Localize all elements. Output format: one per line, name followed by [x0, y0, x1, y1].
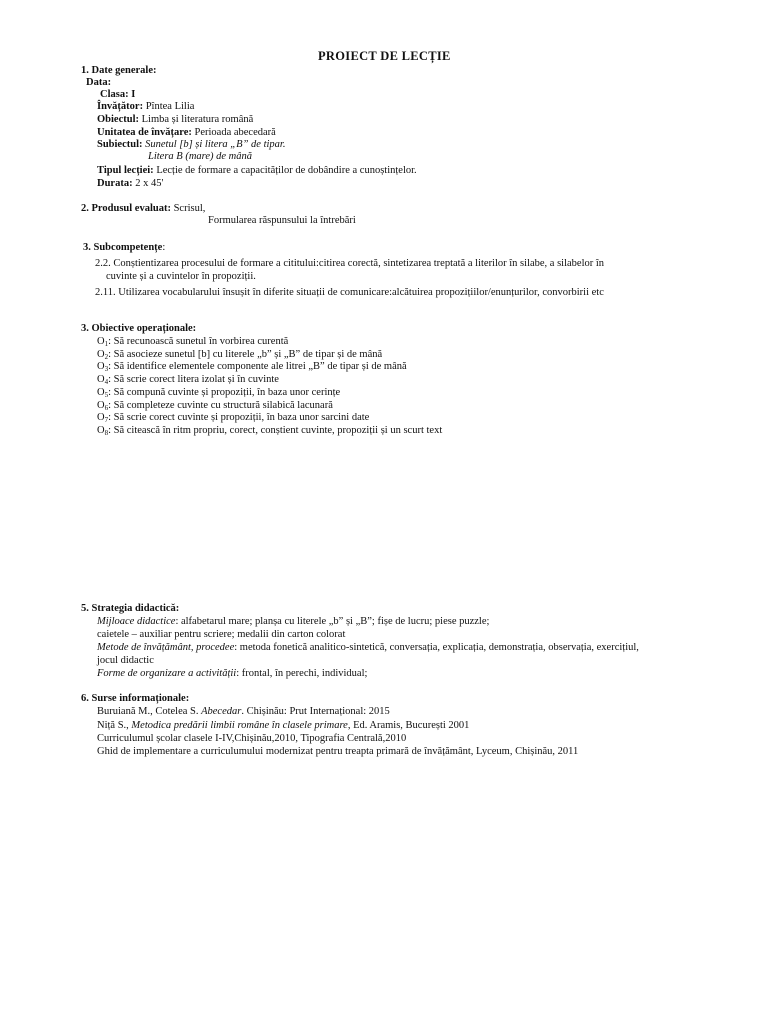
type-value: Lecție de formare a capacităților de dobândire a cunoștințelor.	[156, 165, 417, 176]
source-item: Curriculumul școlar clasele I-IV,Chișinău,2010, Tipografia Centrală,2010	[97, 733, 407, 744]
subcompetence-item: 2.11. Utilizarea vocabularului însușit în diferite situații de comunicare:alcătuirea propozițiilor/enunțurilor, convorbirii etc	[95, 287, 604, 298]
source-item	[97, 706, 390, 719]
source-item	[97, 720, 469, 733]
objective-item	[97, 387, 340, 400]
objective-letter: O	[97, 424, 105, 436]
duration-label: Durata:	[97, 178, 133, 189]
subcompetences-colon: :	[162, 242, 166, 253]
subcompetences-heading-row	[83, 242, 165, 255]
sources-heading: 6. Surse informaționale:	[81, 693, 190, 704]
objective-number: 1	[104, 340, 109, 348]
subject-label: Obiectul:	[97, 114, 139, 125]
unit-value: Perioada abecedară	[194, 127, 276, 138]
type-label: Tipul lecției:	[97, 165, 154, 176]
objectives-heading: 3. Obiective operaționale:	[81, 323, 197, 334]
didactic-means-line2: caietele – auxiliar pentru scriere; medalii din carton colorat	[97, 629, 346, 640]
section-general-heading: 1. Date generale:	[81, 65, 157, 76]
duration-row	[97, 178, 163, 191]
subcompetence-item-continuation: cuvinte și a cuvintelor în propoziții.	[106, 271, 256, 282]
organization-forms-row	[97, 668, 367, 681]
objective-letter: O	[97, 412, 105, 424]
objective-letter: O	[97, 336, 105, 347]
objective-letter: O	[97, 386, 105, 398]
date-label: Data:	[86, 77, 112, 88]
teaching-methods-line2: jocul didactic	[97, 655, 154, 666]
didactic-means-label: Mijloace didactice	[97, 616, 176, 627]
didactic-means-row	[97, 616, 489, 629]
evaluated-product-row	[81, 203, 205, 216]
objective-number: 7	[104, 416, 109, 425]
teacher-label: Învățător:	[97, 101, 144, 112]
source-title: Abecedar	[201, 706, 242, 717]
objective-text: : Să identifice elementele componente ale litrei „B” de tipar și de mână	[108, 361, 407, 373]
source-publisher: , Ed. Aramis, București 2001	[347, 720, 470, 731]
objective-text: : Să asocieze sunetul [b] cu literele „b” și „B” de tipar și de mână	[108, 348, 383, 360]
class-label: Clasa: I	[100, 89, 136, 100]
evaluated-product-heading: 2. Produsul evaluat:	[81, 203, 171, 214]
objective-text: : Să completeze cuvinte cu structură silabică lacunară	[108, 399, 333, 411]
subject-row	[97, 114, 253, 127]
teaching-methods-label: Metode de învățământ, procedee	[97, 642, 235, 653]
topic-row	[97, 139, 285, 152]
subcompetences-heading: 3. Subcompetențe	[83, 242, 163, 253]
objective-text: : Să citească în ritm propriu, corect, conștient cuvinte, propoziții și un scurt text	[108, 424, 443, 436]
objective-letter: O	[97, 348, 105, 360]
objective-text: : Să scrie corect cuvinte și propoziții, în baza unor sarcini date	[108, 412, 370, 424]
topic-label: Subiectul:	[97, 139, 143, 150]
objective-item	[97, 336, 288, 349]
teaching-methods-value: : metoda fonetică analitico-sintetică, conversația, explicația, demonstrația, observația, exercițiul,	[234, 642, 639, 653]
teacher-value: Pîntea Lilia	[145, 101, 195, 112]
organization-forms-value: : frontal, în perechi, individual;	[236, 668, 368, 679]
evaluated-product-value: Scrisul,	[173, 203, 206, 214]
topic-value-line2: Litera B (mare) de mână	[148, 151, 253, 162]
type-row	[97, 165, 417, 178]
unit-label: Unitatea de învățare:	[97, 127, 192, 138]
source-author: Niță S.,	[97, 720, 129, 731]
objective-letter: O	[97, 361, 105, 373]
teaching-methods-row	[97, 642, 639, 655]
source-item: Ghid de implementare a curriculumului modernizat pentru treapta primară de învățământ, Lyceum, Chișinău, 2011	[97, 746, 579, 757]
evaluated-product-value-line2: Formularea răspunsului la întrebări	[208, 215, 356, 226]
objective-item	[97, 425, 442, 438]
source-author: Buruiană M., Cotelea S.	[97, 706, 199, 717]
objective-number: 8	[104, 428, 109, 437]
objective-item	[97, 374, 279, 387]
objective-number: 6	[104, 403, 109, 412]
source-publisher: . Chișinău: Prut Internațional: 2015	[241, 706, 390, 717]
objective-item	[97, 400, 333, 413]
objective-number: 4	[104, 378, 109, 387]
objective-number: 5	[104, 390, 109, 399]
page-title: PROIECT DE LECȚIE	[318, 49, 451, 63]
topic-value: Sunetul [b] și litera „B” de tipar.	[145, 139, 286, 150]
objective-item	[97, 412, 369, 425]
subject-value: Limba și literatura română	[141, 114, 254, 125]
objective-item	[97, 349, 382, 362]
didactic-means-value: : alfabetarul mare; planșa cu literele „b” și „B”; fișe de lucru; piese puzzle;	[175, 616, 490, 627]
strategy-heading: 5. Strategia didactică:	[81, 603, 180, 614]
subcompetence-item: 2.2. Conștientizarea procesului de formare a cititului:citirea corectă, sintetizarea treptată a literilor în silabe, a silabelor în	[95, 258, 605, 269]
teacher-row	[97, 101, 194, 114]
unit-row	[97, 127, 276, 140]
duration-value: 2 x 45'	[135, 178, 164, 189]
objective-text: : Să recunoască sunetul în vorbirea curentă	[108, 336, 289, 347]
objective-letter: O	[97, 374, 105, 386]
source-title: Metodica predării limbii române în clasele primare	[131, 720, 348, 731]
objective-number: 3	[104, 365, 109, 374]
objective-letter: O	[97, 399, 105, 411]
objective-text: : Să compună cuvinte și propoziții, în baza unor cerințe	[108, 386, 341, 398]
organization-forms-label: Forme de organizare a activității	[97, 668, 237, 679]
objective-number: 2	[104, 352, 109, 361]
objective-text: : Să scrie corect litera izolat și în cuvinte	[108, 374, 279, 386]
objective-item	[97, 361, 407, 374]
